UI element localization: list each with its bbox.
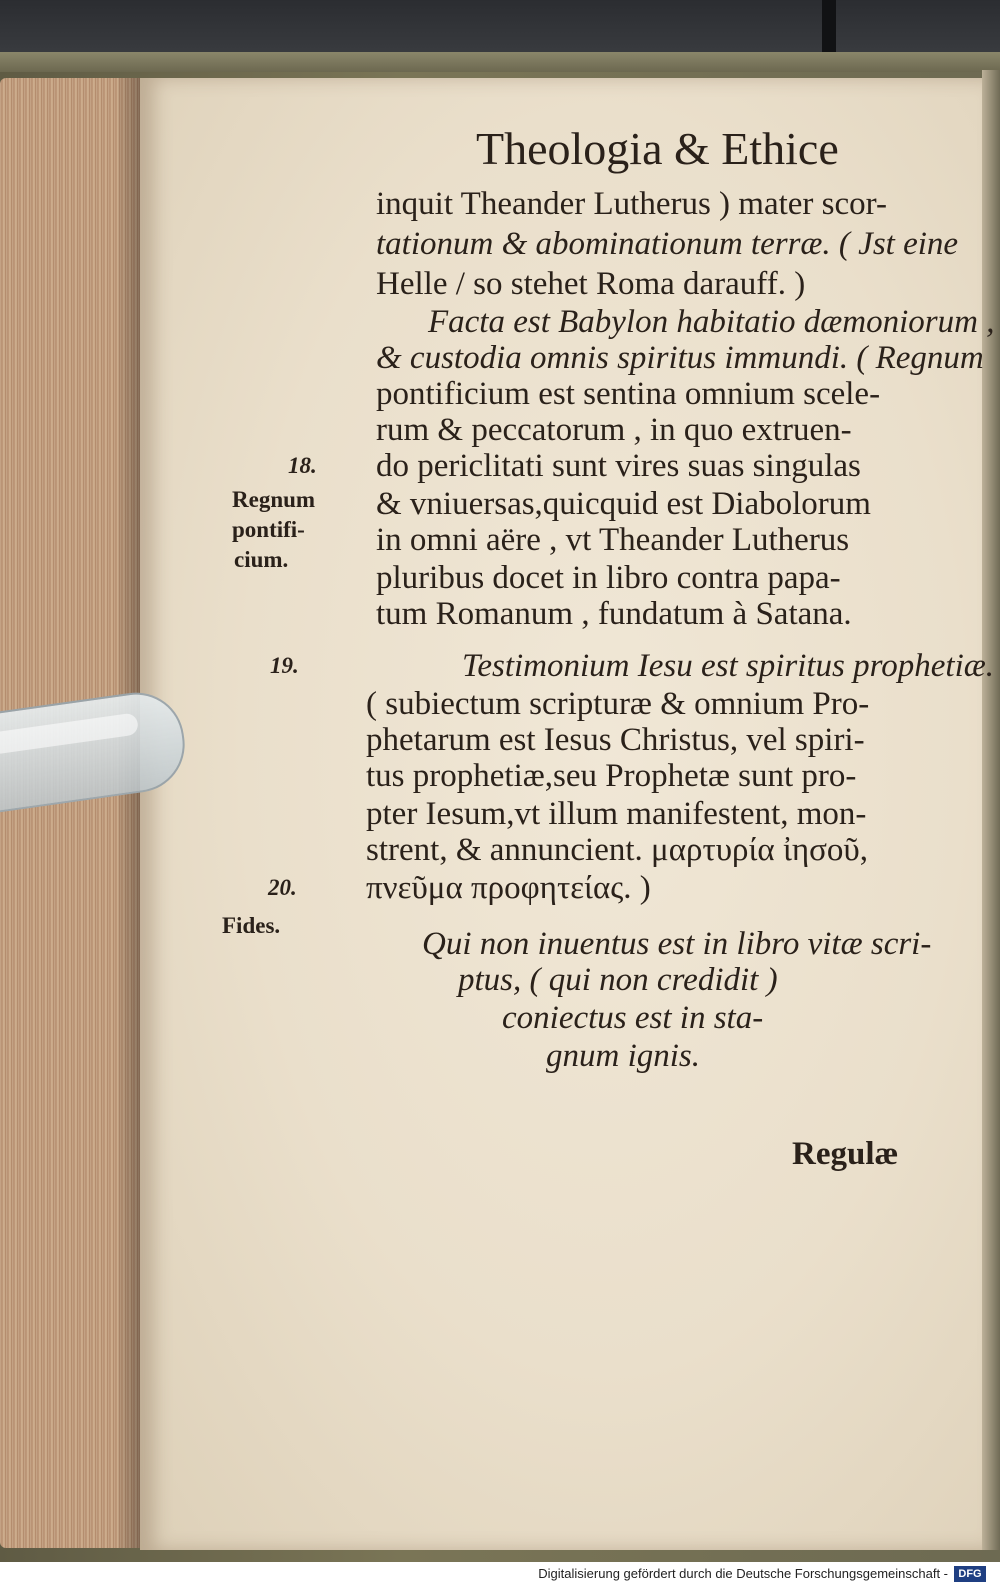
book-page <box>140 78 995 1550</box>
text-line: phetarum est Iesus Christus, vel spiri- <box>366 722 865 758</box>
margin-number: 19. <box>270 653 299 678</box>
margin-note: cium. <box>234 547 289 572</box>
dfg-logo: DFG <box>954 1566 986 1582</box>
margin-number: 20. <box>268 875 297 900</box>
running-header: Theologia & Ethice <box>476 123 839 174</box>
text-line: strent, & annuncient. μαρτυρία ἰησοῦ, <box>366 832 868 868</box>
text-line: tum Romanum , fundatum à Satana. <box>376 596 852 632</box>
margin-note: pontifi- <box>232 517 305 542</box>
footer-bar <box>0 1562 1000 1587</box>
text-line: gnum ignis. <box>546 1038 701 1074</box>
text-line: & vniuersas,quicquid est Diabolorum <box>376 486 871 522</box>
text-line: pter Iesum,vt illum manifestent, mon- <box>366 796 867 832</box>
text-line: inquit Theander Lutherus ) mater scor- <box>376 186 887 222</box>
margin-note: Fides. <box>222 913 281 938</box>
text-line: Helle / so stehet Roma darauff. ) <box>376 266 806 302</box>
text-line: pontificium est sentina omnium scele- <box>376 376 881 412</box>
page-right-edge <box>982 70 1000 1550</box>
margin-number: 18. <box>288 453 317 478</box>
margin-note: Regnum <box>232 487 316 512</box>
text-line: rum & peccatorum , in quo extruen- <box>376 412 852 448</box>
scanner-clip <box>822 0 836 58</box>
text-line: tationum & abominationum terræ. ( Jst eine <box>376 226 959 262</box>
text-line: ( subiectum scripturæ & omnium Pro- <box>366 686 870 722</box>
text-line: do periclitati sunt vires suas singulas <box>376 448 861 484</box>
scanner-background <box>0 0 1000 58</box>
text-line: pluribus docet in libro contra papa- <box>376 560 841 596</box>
text-line: & custodia omnis spiritus immundi. ( Regnum <box>376 340 984 376</box>
text-line: coniectus est in sta- <box>502 1000 764 1036</box>
text-line: ptus, ( qui non credidit ) <box>458 962 778 998</box>
text-line: tus prophetiæ,seu Prophetæ sunt pro- <box>366 758 857 794</box>
footer-credit: Digitalisierung gefördert durch die Deutsche Forschungsgemeinschaft - <box>538 1566 948 1581</box>
book-cover-edge <box>0 52 1000 72</box>
text-line: Facta est Babylon habitatio dæmoniorum , <box>428 304 995 340</box>
text-line: πνεῦμα προφητείας. ) <box>366 870 651 906</box>
text-line: in omni aëre , vt Theander Lutherus <box>376 522 850 558</box>
catchword: Regulæ <box>792 1136 899 1172</box>
text-line: Testimonium Iesu est spiritus prophetiæ. <box>462 648 995 684</box>
text-line: Qui non inuentus est in libro vitæ scri- <box>422 926 932 962</box>
